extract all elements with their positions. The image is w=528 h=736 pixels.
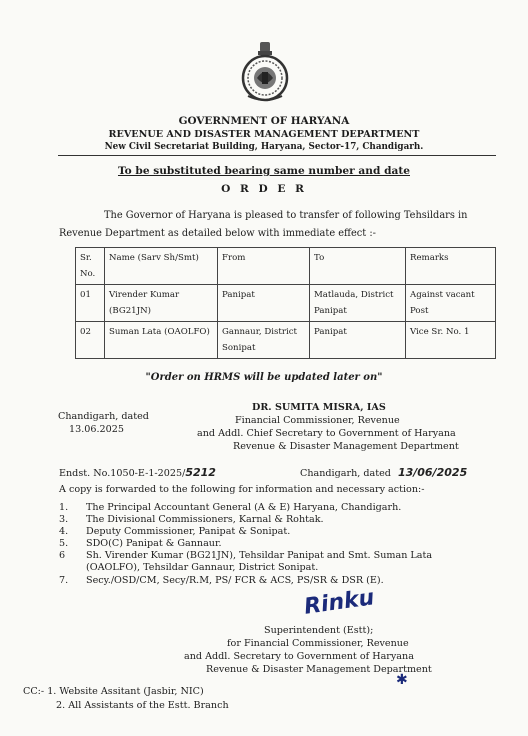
- endorse-line-2: for Financial Commissioner, Revenue: [227, 638, 409, 649]
- cc-line-2: 2. All Assistants of the Estt. Branch: [56, 700, 229, 711]
- place-date-line-1: Chandigarh, dated: [58, 411, 149, 422]
- haryana-emblem-icon: [240, 40, 290, 106]
- header-remarks: Remarks: [406, 248, 496, 285]
- signatory-name: DR. SUMITA MISRA, IAS: [252, 402, 386, 413]
- department-title: REVENUE AND DISASTER MANAGEMENT DEPARTMENT: [108, 129, 420, 140]
- asterisk-mark-icon: ✱: [396, 672, 408, 688]
- cell-to: Panipat: [310, 322, 406, 359]
- header-from: From: [218, 248, 310, 285]
- cell-from: Panipat: [218, 285, 310, 322]
- cell-name: Suman Lata (OAOLFO): [105, 322, 218, 359]
- list-item: The Principal Accountant General (A & E) Haryana, Chandigarh.: [86, 502, 402, 513]
- list-item-continuation: (OAOLFO), Tehsildar Gannaur, District Sonipat.: [86, 562, 319, 573]
- cell-name: Virender Kumar (BG21JN): [105, 285, 218, 322]
- list-item: Sh. Virender Kumar (BG21JN), Tehsildar Panipat and Smt. Suman Lata: [86, 550, 433, 561]
- department-address: New Civil Secretariat Building, Haryana, Sector-17, Chandigarh.: [104, 142, 424, 152]
- signatory-line-1: Financial Commissioner, Revenue: [235, 415, 400, 426]
- list-item: Deputy Commissioner, Panipat & Sonipat.: [86, 526, 291, 537]
- handwritten-date: 13/06/2025: [397, 466, 468, 479]
- list-item-number: 3.: [59, 514, 69, 525]
- cell-remarks: Against vacant Post: [406, 285, 496, 322]
- hrms-note: "Order on HRMS will be updated later on": [145, 372, 383, 383]
- cell-to: Matlauda, District Panipat: [310, 285, 406, 322]
- table-row: [76, 322, 496, 359]
- list-item-number: 7.: [59, 575, 69, 586]
- government-title: GOVERNMENT OF HARYANA: [178, 115, 350, 127]
- list-item-number: 4.: [59, 526, 69, 537]
- handwritten-number: 5212: [185, 466, 216, 479]
- cell-remarks: Vice Sr. No. 1: [406, 322, 496, 359]
- list-item-number: 1.: [59, 502, 69, 513]
- list-item: The Divisional Commissioners, Karnal & Rohtak.: [86, 514, 324, 525]
- endorsement-date: Chandigarh, dated 13/06/2025: [300, 466, 468, 479]
- cell-from: Gannaur, District Sonipat: [218, 322, 310, 359]
- signatory-line-2: and Addl. Chief Secretary to Government of Haryana: [197, 428, 456, 439]
- copy-list: [0, 502, 528, 592]
- list-item-number: 6: [59, 550, 66, 561]
- table-header-row: [76, 248, 496, 285]
- table-row: [76, 285, 496, 322]
- intro-line-2: Revenue Department as detailed below with immediate effect :-: [59, 228, 376, 239]
- signatory-line-3: Revenue & Disaster Management Department: [233, 441, 459, 452]
- copy-intro: A copy is forwarded to the following for information and necessary action:-: [59, 484, 425, 495]
- cell-sr: 01: [76, 285, 105, 322]
- endorsement-number: Endst. No.1050-E-1-2025/5212: [59, 466, 216, 479]
- substitution-note: To be substituted bearing same number and date: [117, 165, 410, 177]
- list-item: Secy./OSD/CM, Secy/R.M, PS/ FCR & ACS, PS/SR & DSR (E).: [86, 575, 384, 586]
- intro-line-1: The Governor of Haryana is pleased to transfer of following Tehsildars in: [104, 210, 468, 221]
- cell-sr: 02: [76, 322, 105, 359]
- cc-line-1: CC:- 1. Website Assitant (Jasbir, NIC): [23, 686, 204, 697]
- list-item: SDO(C) Panipat & Gannaur.: [86, 538, 222, 549]
- header-sr: Sr. No.: [76, 248, 105, 285]
- endorse-line-4: Revenue & Disaster Management Department: [206, 664, 432, 675]
- list-item-number: 5.: [59, 538, 69, 549]
- transfer-table: [75, 247, 496, 359]
- endorse-line-3: and Addl. Secretary to Government of Haryana: [184, 651, 414, 662]
- place-date-line-2: 13.06.2025: [69, 424, 124, 435]
- handwritten-signature: Rinku: [302, 585, 376, 620]
- order-title: O R D E R: [221, 183, 307, 195]
- header-to: To: [310, 248, 406, 285]
- endorse-line-1: Superintendent (Estt);: [264, 625, 374, 636]
- header-rule: [58, 155, 496, 156]
- header-name: Name (Sarv Sh/Smt): [105, 248, 218, 285]
